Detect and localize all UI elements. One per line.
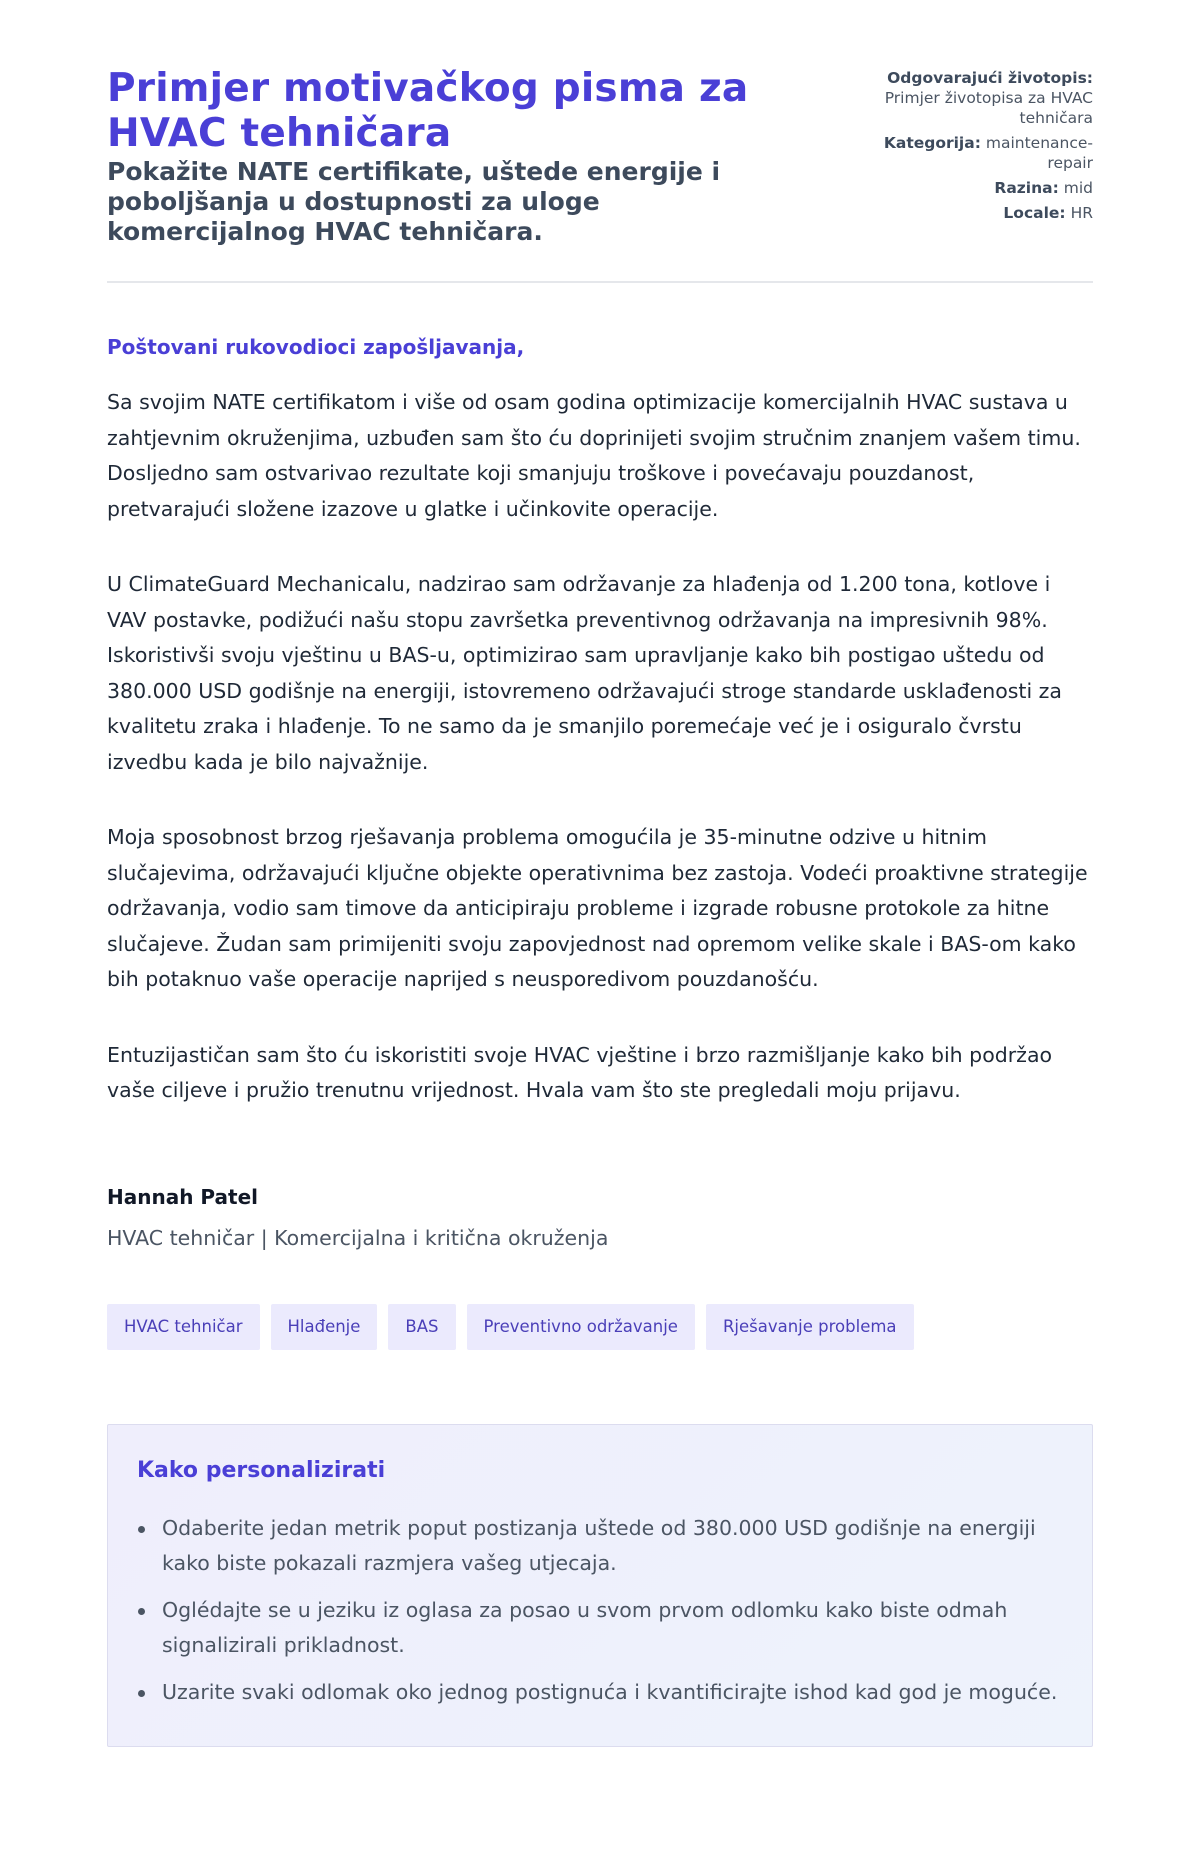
bullet-icon: [138, 1526, 145, 1533]
tag-bas[interactable]: BAS: [388, 1304, 455, 1350]
meta-category: [863, 133, 1093, 173]
tips-list: [137, 1511, 1063, 1710]
tip-text: Uzarite svaki odlomak oko jednog postignuća i kvantificirajte ishod kad god je moguće.: [162, 1679, 1058, 1704]
meta-value: HR: [1070, 204, 1093, 222]
tag-list: [107, 1304, 1093, 1350]
meta-label: Razina:: [994, 179, 1059, 197]
letter-greeting: Poštovani rukovodioci zapošljavanja,: [107, 335, 525, 359]
meta-matching-resume: [863, 68, 1093, 128]
tag-preventive-maintenance[interactable]: Preventivno održavanje: [467, 1304, 695, 1350]
tag-cooling[interactable]: Hlađenje: [271, 1304, 378, 1350]
meta-info: [863, 66, 1093, 228]
meta-value-resume-link[interactable]: Primjer životopisa za HVAC tehničara: [884, 89, 1093, 127]
header-titles: [107, 66, 797, 247]
letter-paragraph: Entuzijastičan sam što ću iskoristiti svoje HVAC vještine i brzo razmišljanje kako bih podržao vaše ciljeve i pružio trenutnu vrijednost. Hvala vam što ste pregledali moju prijavu.: [107, 1042, 1053, 1102]
meta-level: [863, 178, 1093, 198]
tip-item: [137, 1593, 1063, 1663]
signature-title: HVAC tehničar | Komercijalna i kritična okruženja: [107, 1225, 609, 1250]
meta-label: Kategorija:: [883, 134, 981, 152]
signature-block: [107, 1183, 1093, 1252]
tip-text: Odaberite jedan metrik poput postizanja uštede od 380.000 USD godišnje na energiji kako biste pokazali razmjera vašeg utjecaja.: [162, 1515, 1036, 1575]
meta-value: maintenance-repair: [985, 134, 1093, 172]
bullet-icon: [138, 1608, 145, 1615]
tip-item: [137, 1675, 1063, 1710]
personalization-tips-box: [107, 1424, 1093, 1747]
page-header: [107, 66, 1093, 283]
signature-name: Hannah Patel: [107, 1184, 259, 1209]
tag-hvac-technician[interactable]: HVAC tehničar: [107, 1304, 260, 1350]
bullet-icon: [138, 1690, 145, 1697]
meta-value: mid: [1063, 179, 1093, 197]
page-title: Primjer motivačkog pisma za HVAC tehničara: [107, 66, 749, 156]
meta-locale: [863, 203, 1093, 223]
meta-label: Locale:: [1003, 204, 1066, 222]
tips-title: Kako personalizirati: [137, 1457, 386, 1483]
tip-text: Oglédajte se u jeziku iz oglasa za posao u svom prvom odlomku kako biste odmah signalizirali prikladnost.: [162, 1597, 1008, 1657]
letter-body: [107, 333, 1093, 1252]
letter-paragraph: Moja sposobnost brzog rješavanja problema omogućila je 35-minutne odzive u hitnim slučajevima, održavajući ključne objekte operativnima bez zastoja. Vodeći proaktivne strategije održavanja, vodio sam timove da anticipiraju probleme i izgrade robusne protokole za hitne slučajeve. Žudan sam primijeniti svoju zapovjednost nad opremom velike skale i BAS-om kako bih potaknuo vaše operacije naprijed s neusporedivom pouzdanošću.: [107, 825, 1088, 991]
meta-label: Odgovarajući životopis:: [887, 69, 1093, 87]
tip-item: [137, 1511, 1063, 1581]
letter-paragraph: U ClimateGuard Mechanicalu, nadzirao sam održavanje za hlađenja od 1.200 tona, kotlove i VAV postavke, podižući našu stopu završetka preventivnog održavanja na impresivnih 98%. Iskoristivši svoju vještinu u BAS-u, optimizirao sam upravljanje kako bih postigao uštedu od 380.000 USD godišnje na energiji, istovremeno održavajući stroge standarde usklađenosti za kvalitetu zraka i hlađenje. To ne samo da je smanjilo poremećaje već je i osiguralo čvrstu izvedbu kada je bilo najvažnije.: [107, 572, 1062, 774]
page-subtitle: Pokažite NATE certifikate, uštede energije i poboljšanja u dostupnosti za uloge komercijalnog HVAC tehničara.: [107, 157, 721, 246]
tag-troubleshooting[interactable]: Rješavanje problema: [706, 1304, 914, 1350]
letter-paragraph: Sa svojim NATE certifikatom i više od osam godina optimizacije komercijalnih HVAC sustava u zahtjevnim okruženjima, uzbuđen sam što ću doprinijeti svojim stručnim znanjem vašem timu. Dosljedno sam ostvarivao rezultate koji smanjuju troškove i povećavaju pouzdanost, pretvarajući složene izazove u glatke i učinkovite operacije.: [107, 390, 1081, 521]
